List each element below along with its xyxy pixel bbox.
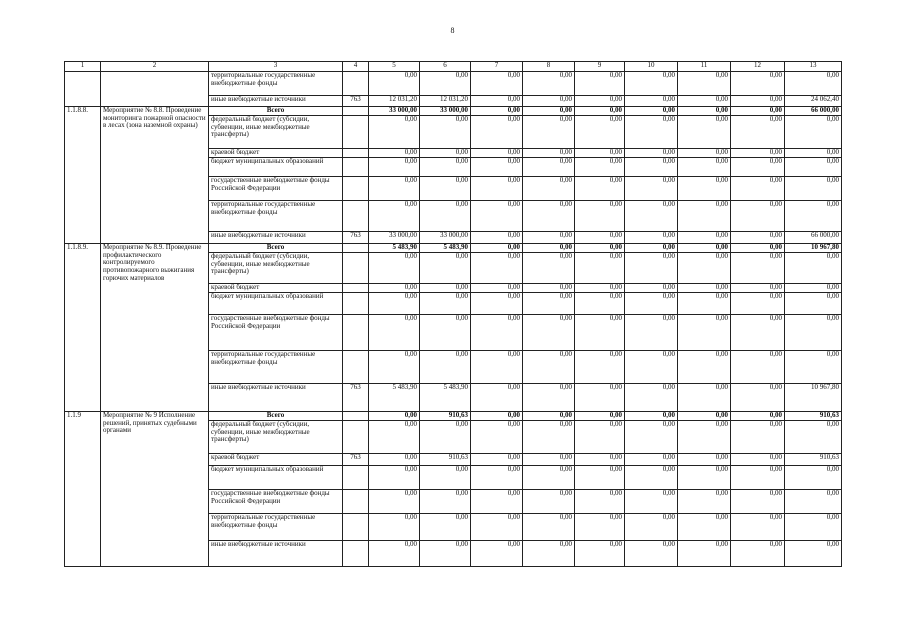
amount-cell: 33 000,00 bbox=[369, 232, 420, 244]
amount-cell: 0,00 bbox=[523, 351, 575, 384]
amount-cell: 0,00 bbox=[471, 466, 523, 490]
amount-cell: 0,00 bbox=[625, 253, 678, 284]
amount-cell: 0,00 bbox=[625, 149, 678, 158]
budget-code: 763 bbox=[343, 232, 369, 244]
funding-source: Всего bbox=[209, 244, 343, 253]
header-row bbox=[65, 62, 842, 72]
amount-cell: 0,00 bbox=[731, 232, 785, 244]
amount-cell: 0,00 bbox=[471, 514, 523, 541]
amount-cell: 0,00 bbox=[731, 514, 785, 541]
budget-code bbox=[343, 107, 369, 116]
budget-code bbox=[343, 158, 369, 177]
budget-code bbox=[343, 284, 369, 293]
amount-cell: 0,00 bbox=[575, 244, 625, 253]
amount-cell: 0,00 bbox=[523, 514, 575, 541]
amount-cell: 0,00 bbox=[731, 116, 785, 149]
amount-cell: 0,00 bbox=[678, 541, 731, 567]
amount-cell: 0,00 bbox=[678, 490, 731, 514]
amount-cell: 0,00 bbox=[369, 421, 420, 454]
funding-source: краевой бюджет bbox=[209, 284, 343, 293]
amount-cell: 910,63 bbox=[785, 412, 842, 421]
amount-cell: 0,00 bbox=[420, 284, 471, 293]
amount-cell: 0,00 bbox=[575, 201, 625, 232]
amount-cell: 0,00 bbox=[420, 421, 471, 454]
table-header bbox=[65, 62, 842, 72]
amount-cell: 0,00 bbox=[369, 293, 420, 315]
amount-cell: 0,00 bbox=[575, 412, 625, 421]
amount-cell: 0,00 bbox=[785, 421, 842, 454]
budget-code bbox=[343, 253, 369, 284]
amount-cell: 10 967,80 bbox=[785, 384, 842, 412]
amount-cell: 0,00 bbox=[420, 149, 471, 158]
event-code: 1.1.9 bbox=[65, 412, 101, 567]
amount-cell: 0,00 bbox=[731, 149, 785, 158]
amount-cell: 0,00 bbox=[731, 490, 785, 514]
amount-cell: 0,00 bbox=[731, 412, 785, 421]
column-header: 6 bbox=[420, 62, 471, 72]
amount-cell: 10 967,80 bbox=[785, 244, 842, 253]
amount-cell: 0,00 bbox=[678, 244, 731, 253]
amount-cell: 0,00 bbox=[625, 412, 678, 421]
event-title: Мероприятие № 9 Исполнение решений, принятых судебными органами bbox=[101, 412, 209, 567]
amount-cell: 0,00 bbox=[678, 72, 731, 96]
funding-source: территориальные государственные внебюджетные фонды bbox=[209, 351, 343, 384]
amount-cell: 0,00 bbox=[575, 315, 625, 351]
amount-cell: 0,00 bbox=[420, 351, 471, 384]
amount-cell: 0,00 bbox=[575, 514, 625, 541]
amount-cell: 0,00 bbox=[420, 253, 471, 284]
event-code: 1.1.8.8. bbox=[65, 107, 101, 244]
amount-cell: 0,00 bbox=[420, 315, 471, 351]
amount-cell: 0,00 bbox=[625, 284, 678, 293]
budget-code: 763 bbox=[343, 384, 369, 412]
amount-cell: 0,00 bbox=[575, 454, 625, 466]
amount-cell: 0,00 bbox=[575, 466, 625, 490]
amount-cell: 0,00 bbox=[471, 244, 523, 253]
funding-source: иные внебюджетные источники bbox=[209, 384, 343, 412]
amount-cell: 0,00 bbox=[575, 96, 625, 107]
amount-cell: 0,00 bbox=[471, 293, 523, 315]
amount-cell: 0,00 bbox=[785, 177, 842, 201]
amount-cell: 0,00 bbox=[625, 107, 678, 116]
amount-cell: 0,00 bbox=[678, 201, 731, 232]
amount-cell: 0,00 bbox=[785, 315, 842, 351]
funding-source: федеральный бюджет (субсидии, субвенции, иные межбюджетные трансферты) bbox=[209, 421, 343, 454]
amount-cell: 0,00 bbox=[785, 116, 842, 149]
amount-cell: 0,00 bbox=[471, 384, 523, 412]
funding-source: краевой бюджет bbox=[209, 149, 343, 158]
amount-cell: 0,00 bbox=[471, 490, 523, 514]
amount-cell: 0,00 bbox=[471, 177, 523, 201]
event-title: Мероприятие № 8.8. Проведение мониторинга пожарной опасности в лесах (зона наземной охраны) bbox=[101, 107, 209, 244]
amount-cell: 0,00 bbox=[625, 421, 678, 454]
amount-cell: 0,00 bbox=[471, 232, 523, 244]
amount-cell: 0,00 bbox=[523, 421, 575, 454]
amount-cell: 0,00 bbox=[523, 107, 575, 116]
amount-cell: 0,00 bbox=[678, 116, 731, 149]
table-row bbox=[65, 72, 842, 96]
amount-cell: 0,00 bbox=[678, 351, 731, 384]
amount-cell: 910,63 bbox=[420, 412, 471, 421]
amount-cell: 24 062,40 bbox=[785, 96, 842, 107]
amount-cell: 0,00 bbox=[785, 72, 842, 96]
amount-cell: 0,00 bbox=[523, 412, 575, 421]
amount-cell: 0,00 bbox=[575, 72, 625, 96]
amount-cell: 0,00 bbox=[731, 284, 785, 293]
amount-cell: 0,00 bbox=[420, 293, 471, 315]
budget-code: 763 bbox=[343, 454, 369, 466]
budget-code bbox=[343, 244, 369, 253]
funding-source: федеральный бюджет (субсидии, субвенции, иные межбюджетные трансферты) bbox=[209, 253, 343, 284]
amount-cell: 5 483,90 bbox=[420, 384, 471, 412]
amount-cell: 12 031,20 bbox=[369, 96, 420, 107]
amount-cell: 0,00 bbox=[471, 96, 523, 107]
amount-cell: 0,00 bbox=[369, 412, 420, 421]
amount-cell: 0,00 bbox=[785, 158, 842, 177]
amount-cell: 0,00 bbox=[369, 201, 420, 232]
amount-cell: 0,00 bbox=[575, 158, 625, 177]
amount-cell: 0,00 bbox=[523, 201, 575, 232]
amount-cell: 0,00 bbox=[625, 96, 678, 107]
amount-cell: 0,00 bbox=[471, 149, 523, 158]
amount-cell: 0,00 bbox=[785, 201, 842, 232]
amount-cell: 0,00 bbox=[471, 421, 523, 454]
funding-source: иные внебюджетные источники bbox=[209, 96, 343, 107]
amount-cell: 0,00 bbox=[731, 158, 785, 177]
amount-cell: 0,00 bbox=[625, 293, 678, 315]
amount-cell: 0,00 bbox=[625, 351, 678, 384]
amount-cell: 0,00 bbox=[625, 244, 678, 253]
funding-source: бюджет муниципальных образований bbox=[209, 158, 343, 177]
funding-source: государственные внебюджетные фонды Российской Федерации bbox=[209, 177, 343, 201]
column-header: 3 bbox=[209, 62, 343, 72]
amount-cell: 0,00 bbox=[625, 384, 678, 412]
amount-cell: 0,00 bbox=[625, 514, 678, 541]
event-title: Мероприятие № 8.9. Проведение профилактического контролируемого противопожарного выжигания горючих материалов bbox=[101, 244, 209, 412]
amount-cell: 0,00 bbox=[731, 96, 785, 107]
amount-cell: 0,00 bbox=[785, 253, 842, 284]
amount-cell: 5 483,90 bbox=[369, 244, 420, 253]
amount-cell: 0,00 bbox=[369, 149, 420, 158]
budget-code bbox=[343, 466, 369, 490]
amount-cell: 5 483,90 bbox=[420, 244, 471, 253]
amount-cell: 0,00 bbox=[678, 514, 731, 541]
amount-cell: 0,00 bbox=[523, 116, 575, 149]
amount-cell: 0,00 bbox=[678, 253, 731, 284]
amount-cell: 0,00 bbox=[471, 351, 523, 384]
column-header: 11 bbox=[678, 62, 731, 72]
total-row bbox=[65, 107, 842, 116]
budget-code bbox=[343, 315, 369, 351]
amount-cell: 0,00 bbox=[575, 421, 625, 454]
amount-cell: 0,00 bbox=[420, 541, 471, 567]
amount-cell: 0,00 bbox=[523, 466, 575, 490]
amount-cell: 0,00 bbox=[625, 466, 678, 490]
amount-cell: 0,00 bbox=[471, 116, 523, 149]
amount-cell: 0,00 bbox=[420, 490, 471, 514]
amount-cell: 0,00 bbox=[678, 454, 731, 466]
amount-cell: 0,00 bbox=[471, 541, 523, 567]
funding-source: Всего bbox=[209, 107, 343, 116]
budget-code bbox=[343, 177, 369, 201]
amount-cell: 0,00 bbox=[731, 107, 785, 116]
amount-cell: 33 000,00 bbox=[369, 107, 420, 116]
amount-cell: 0,00 bbox=[731, 421, 785, 454]
amount-cell: 0,00 bbox=[678, 412, 731, 421]
amount-cell: 0,00 bbox=[420, 72, 471, 96]
funding-source: территориальные государственные внебюджетные фонды bbox=[209, 201, 343, 232]
amount-cell: 0,00 bbox=[369, 514, 420, 541]
amount-cell: 0,00 bbox=[523, 149, 575, 158]
amount-cell: 0,00 bbox=[678, 149, 731, 158]
amount-cell: 0,00 bbox=[678, 96, 731, 107]
amount-cell: 0,00 bbox=[575, 384, 625, 412]
amount-cell: 0,00 bbox=[369, 158, 420, 177]
amount-cell: 0,00 bbox=[625, 116, 678, 149]
amount-cell: 910,63 bbox=[785, 454, 842, 466]
page-number: 8 bbox=[450, 26, 455, 35]
amount-cell: 0,00 bbox=[471, 107, 523, 116]
amount-cell: 0,00 bbox=[471, 158, 523, 177]
amount-cell: 0,00 bbox=[785, 490, 842, 514]
amount-cell: 0,00 bbox=[731, 454, 785, 466]
budget-code bbox=[343, 412, 369, 421]
column-header: 12 bbox=[731, 62, 785, 72]
amount-cell: 0,00 bbox=[523, 232, 575, 244]
total-row bbox=[65, 412, 842, 421]
amount-cell: 0,00 bbox=[369, 541, 420, 567]
amount-cell: 0,00 bbox=[625, 454, 678, 466]
amount-cell: 0,00 bbox=[523, 384, 575, 412]
amount-cell: 0,00 bbox=[471, 253, 523, 284]
amount-cell: 0,00 bbox=[625, 315, 678, 351]
amount-cell: 33 000,00 bbox=[420, 107, 471, 116]
budget-code bbox=[343, 490, 369, 514]
funding-source: территориальные государственные внебюджетные фонды bbox=[209, 72, 343, 96]
amount-cell: 0,00 bbox=[369, 466, 420, 490]
column-header: 4 bbox=[343, 62, 369, 72]
amount-cell: 0,00 bbox=[369, 351, 420, 384]
amount-cell: 0,00 bbox=[471, 315, 523, 351]
amount-cell: 0,00 bbox=[731, 177, 785, 201]
amount-cell: 0,00 bbox=[731, 253, 785, 284]
budget-code bbox=[343, 201, 369, 232]
budget-code bbox=[343, 514, 369, 541]
budget-code bbox=[343, 293, 369, 315]
amount-cell: 0,00 bbox=[575, 253, 625, 284]
amount-cell: 0,00 bbox=[785, 293, 842, 315]
funding-source: государственные внебюджетные фонды Российской Федерации bbox=[209, 315, 343, 351]
amount-cell: 0,00 bbox=[731, 244, 785, 253]
budget-code bbox=[343, 72, 369, 96]
amount-cell: 0,00 bbox=[471, 72, 523, 96]
amount-cell: 0,00 bbox=[523, 96, 575, 107]
amount-cell: 0,00 bbox=[523, 454, 575, 466]
amount-cell: 0,00 bbox=[369, 177, 420, 201]
amount-cell: 0,00 bbox=[420, 201, 471, 232]
funding-source: иные внебюджетные источники bbox=[209, 232, 343, 244]
amount-cell: 0,00 bbox=[369, 72, 420, 96]
amount-cell: 0,00 bbox=[420, 177, 471, 201]
funding-source: бюджет муниципальных образований bbox=[209, 293, 343, 315]
amount-cell: 0,00 bbox=[420, 514, 471, 541]
amount-cell: 0,00 bbox=[523, 315, 575, 351]
table-body bbox=[65, 72, 842, 567]
budget-table bbox=[64, 61, 842, 567]
amount-cell: 0,00 bbox=[523, 284, 575, 293]
amount-cell: 910,63 bbox=[420, 454, 471, 466]
amount-cell: 0,00 bbox=[678, 284, 731, 293]
column-header: 10 bbox=[625, 62, 678, 72]
funding-source: краевой бюджет bbox=[209, 454, 343, 466]
amount-cell: 0,00 bbox=[625, 541, 678, 567]
amount-cell: 0,00 bbox=[731, 293, 785, 315]
amount-cell: 0,00 bbox=[471, 454, 523, 466]
column-header: 7 bbox=[471, 62, 523, 72]
event-code bbox=[65, 72, 101, 107]
amount-cell: 0,00 bbox=[420, 466, 471, 490]
amount-cell: 0,00 bbox=[785, 351, 842, 384]
budget-code bbox=[343, 149, 369, 158]
column-header: 13 bbox=[785, 62, 842, 72]
amount-cell: 0,00 bbox=[523, 177, 575, 201]
total-row bbox=[65, 244, 842, 253]
budget-code bbox=[343, 351, 369, 384]
amount-cell: 0,00 bbox=[523, 158, 575, 177]
funding-source: бюджет муниципальных образований bbox=[209, 466, 343, 490]
amount-cell: 33 000,00 bbox=[420, 232, 471, 244]
amount-cell: 0,00 bbox=[678, 158, 731, 177]
column-header: 8 bbox=[523, 62, 575, 72]
amount-cell: 0,00 bbox=[523, 541, 575, 567]
amount-cell: 0,00 bbox=[678, 421, 731, 454]
budget-code: 763 bbox=[343, 96, 369, 107]
amount-cell: 0,00 bbox=[625, 490, 678, 514]
amount-cell: 0,00 bbox=[523, 253, 575, 284]
funding-source: иные внебюджетные источники bbox=[209, 541, 343, 567]
amount-cell: 12 031,20 bbox=[420, 96, 471, 107]
amount-cell: 0,00 bbox=[625, 72, 678, 96]
amount-cell: 0,00 bbox=[575, 177, 625, 201]
amount-cell: 0,00 bbox=[471, 284, 523, 293]
amount-cell: 0,00 bbox=[678, 466, 731, 490]
amount-cell: 66 000,00 bbox=[785, 107, 842, 116]
amount-cell: 0,00 bbox=[575, 232, 625, 244]
amount-cell: 0,00 bbox=[575, 116, 625, 149]
amount-cell: 0,00 bbox=[678, 107, 731, 116]
amount-cell: 0,00 bbox=[731, 541, 785, 567]
amount-cell: 0,00 bbox=[678, 293, 731, 315]
amount-cell: 0,00 bbox=[785, 466, 842, 490]
budget-code bbox=[343, 541, 369, 567]
funding-source: федеральный бюджет (субсидии, субвенции, иные межбюджетные трансферты) bbox=[209, 116, 343, 149]
amount-cell: 0,00 bbox=[369, 116, 420, 149]
amount-cell: 0,00 bbox=[785, 149, 842, 158]
amount-cell: 0,00 bbox=[575, 149, 625, 158]
funding-source: территориальные государственные внебюджетные фонды bbox=[209, 514, 343, 541]
amount-cell: 0,00 bbox=[678, 384, 731, 412]
amount-cell: 0,00 bbox=[471, 201, 523, 232]
event-title bbox=[101, 72, 209, 107]
funding-source: государственные внебюджетные фонды Российской Федерации bbox=[209, 490, 343, 514]
amount-cell: 0,00 bbox=[575, 284, 625, 293]
amount-cell: 0,00 bbox=[523, 293, 575, 315]
budget-code bbox=[343, 116, 369, 149]
column-header: 2 bbox=[101, 62, 209, 72]
amount-cell: 0,00 bbox=[731, 72, 785, 96]
amount-cell: 0,00 bbox=[678, 315, 731, 351]
column-header: 9 bbox=[575, 62, 625, 72]
amount-cell: 0,00 bbox=[625, 158, 678, 177]
amount-cell: 0,00 bbox=[369, 454, 420, 466]
amount-cell: 0,00 bbox=[575, 490, 625, 514]
amount-cell: 0,00 bbox=[575, 351, 625, 384]
funding-source: Всего bbox=[209, 412, 343, 421]
amount-cell: 0,00 bbox=[625, 201, 678, 232]
amount-cell: 0,00 bbox=[420, 158, 471, 177]
amount-cell: 0,00 bbox=[523, 490, 575, 514]
amount-cell: 0,00 bbox=[731, 201, 785, 232]
amount-cell: 0,00 bbox=[369, 490, 420, 514]
column-header: 5 bbox=[369, 62, 420, 72]
amount-cell: 0,00 bbox=[678, 232, 731, 244]
amount-cell: 0,00 bbox=[785, 514, 842, 541]
amount-cell: 0,00 bbox=[785, 284, 842, 293]
amount-cell: 0,00 bbox=[523, 72, 575, 96]
amount-cell: 66 000,00 bbox=[785, 232, 842, 244]
amount-cell: 0,00 bbox=[575, 293, 625, 315]
amount-cell: 0,00 bbox=[369, 284, 420, 293]
amount-cell: 0,00 bbox=[678, 177, 731, 201]
amount-cell: 0,00 bbox=[575, 541, 625, 567]
amount-cell: 0,00 bbox=[625, 177, 678, 201]
column-header: 1 bbox=[65, 62, 101, 72]
amount-cell: 0,00 bbox=[471, 412, 523, 421]
amount-cell: 0,00 bbox=[625, 232, 678, 244]
amount-cell: 0,00 bbox=[575, 107, 625, 116]
amount-cell: 0,00 bbox=[731, 315, 785, 351]
amount-cell: 0,00 bbox=[369, 315, 420, 351]
amount-cell: 0,00 bbox=[731, 384, 785, 412]
amount-cell: 0,00 bbox=[369, 253, 420, 284]
amount-cell: 0,00 bbox=[731, 466, 785, 490]
amount-cell: 0,00 bbox=[420, 116, 471, 149]
amount-cell: 5 483,90 bbox=[369, 384, 420, 412]
amount-cell: 0,00 bbox=[785, 541, 842, 567]
event-code: 1.1.8.9. bbox=[65, 244, 101, 412]
amount-cell: 0,00 bbox=[523, 244, 575, 253]
amount-cell: 0,00 bbox=[731, 351, 785, 384]
budget-code bbox=[343, 421, 369, 454]
